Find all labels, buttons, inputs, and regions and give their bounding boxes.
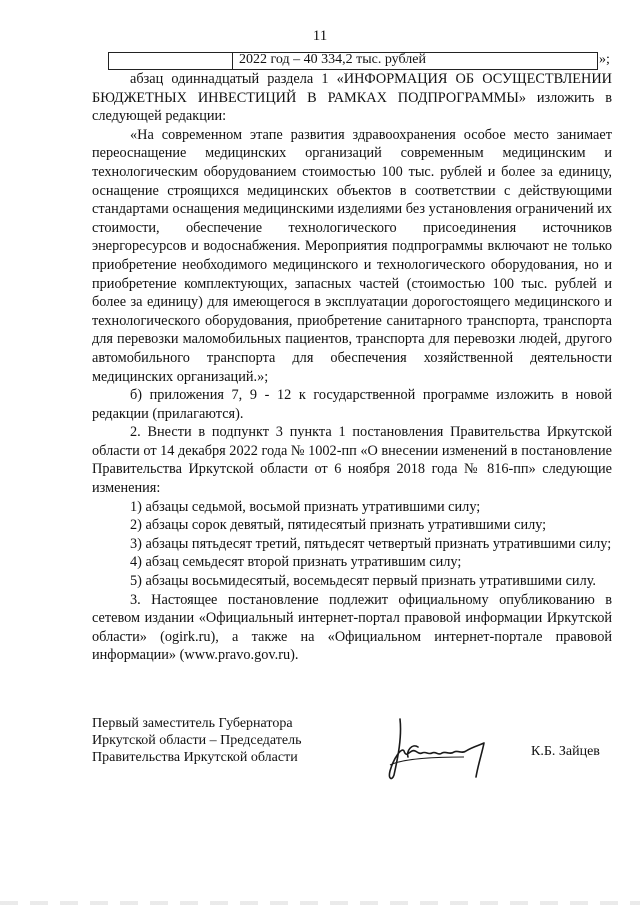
list-item: 2) абзацы сорок девятый, пятидесятый признать утратившими силу; [130,517,547,534]
table-fragment [108,52,598,70]
signatory-title-line: Первый заместитель Губернатора [92,716,293,731]
scan-bottom-edge [0,901,640,905]
list-item: 5) абзацы восьмидесятый, восемьдесят первый признать утратившими силу. [130,573,597,590]
list-item: 3) абзацы пятьдесят третий, пятьдесят четвертый признать утратившими силу; [130,535,612,552]
paragraph-appendices: б) приложения 7, 9 - 12 к государственной программе изложить в новой редакции (прилагаются). [92,387,612,422]
paragraph-item-3: 3. Настоящее постановление подлежит официальному опубликованию в сетевом издании «Официальный интернет-портал правовой информации Иркутской области» (ogirk.ru), а также на «Официальном интернет-портале правовой информации» (www.pravo.gov.ru). [92,591,612,664]
handwritten-signature [372,707,512,787]
signatory-title [92,715,301,766]
table-cell-amount: 2022 год – 40 334,2 тыс. рублей [239,52,426,67]
signatory-name: К.Б. Зайцев [531,744,600,759]
list-item: 1) абзацы седьмой, восьмой признать утратившими силу; [130,498,481,515]
paragraph-item-2: 2. Внести в подпункт 3 пункта 1 постановления Правительства Иркутской области от 14 декабря 2022 года № 1002-пп «О внесении изменений в постановление Правительства Иркутской области от 6 ноября 2018 года № 816-пп» следующие изменения: [92,424,612,497]
page-number: 11 [312,28,328,44]
list-item: 4) абзац семьдесят второй признать утратившим силу; [130,554,462,571]
signatory-title-line: Правительства Иркутской области [92,750,298,765]
signatory-title-line: Иркутской области – Председатель [92,733,302,748]
table-close-quote: »; [599,52,610,67]
scan-edge [0,0,4,905]
document-body [92,70,612,665]
paragraph-quoted-text: «На современном этапе развития здравоохранения особое место занимает переоснащение медицинских организаций современным медицинским и технологическим оборудованием стоимостью 100 тыс. рублей и более за единицу, оснащение строящихся медицинских объектов в соответствии с действующими стандартами оснащения медицинскими изделиями без установления ограничений их стоимости, обеспечение технологического присоединения источников энергоресурсов и водоснабжения. Мероприятия подпрограммы включают не только приобретение необходимого медицинского и технологического оборудования, но и приобретение комплектующих, запасных частей (стоимостью 100 тыс. рублей и более за единицу) для имеющегося в эксплуатации дорогостоящего медицинского и технологического оборудования, приобретение санитарного транспорта, транспорта для перевозки маломобильных пациентов, транспорта для перевозки людей, другого автомобильного транспорта для обеспечения хозяйственной деятельности медицинских организаций.»; [92,126,612,385]
table-divider [232,53,233,69]
paragraph-section-title: абзац одиннадцатый раздела 1 «ИНФОРМАЦИЯ ОБ ОСУЩЕСТВЛЕНИИ БЮДЖЕТНЫХ ИНВЕСТИЦИЙ В РАМКАХ ПОДПРОГРАММЫ» изложить в следующей редакции: [92,71,612,125]
